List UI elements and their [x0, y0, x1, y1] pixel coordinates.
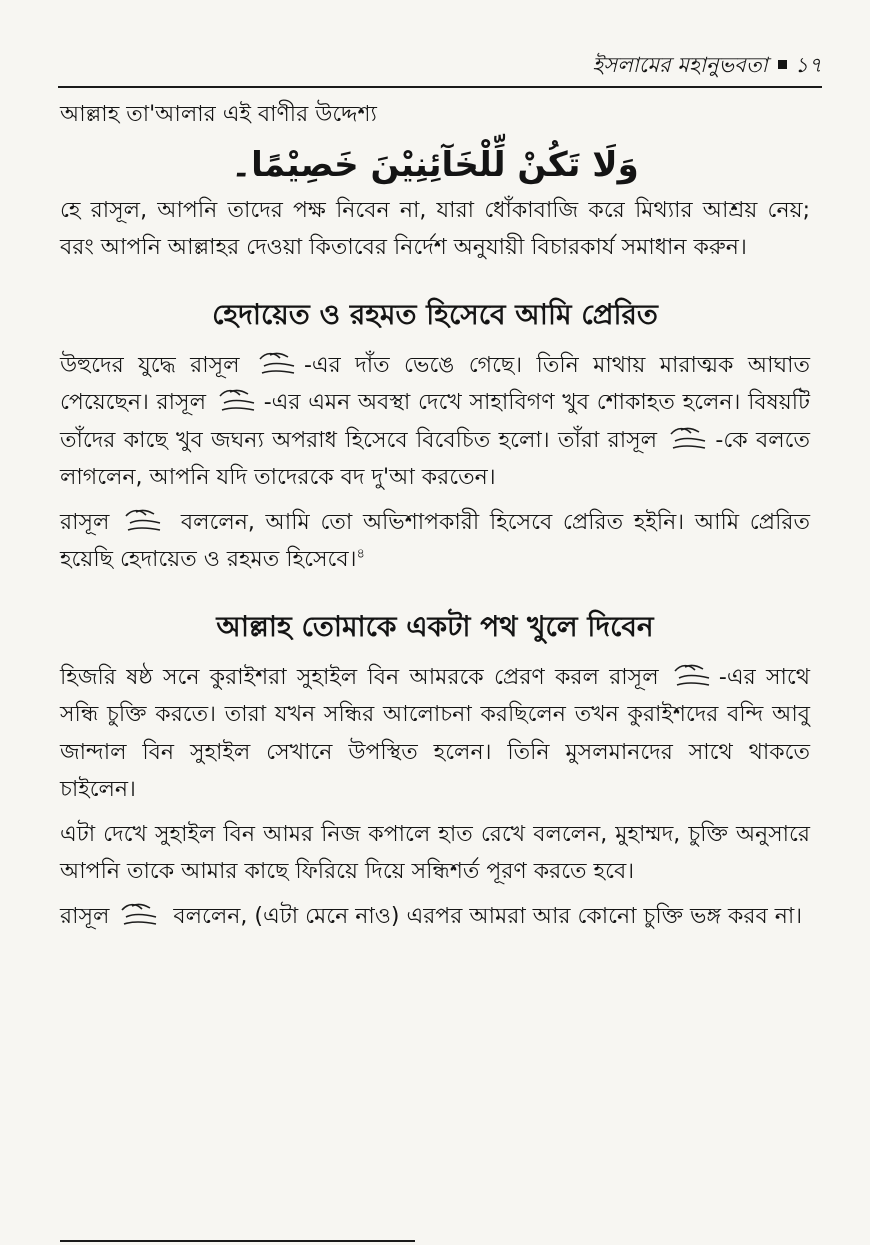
- salawat-calligraphy-icon: [671, 662, 717, 690]
- salawat-calligraphy-icon: [216, 387, 262, 415]
- salawat-calligraphy-icon: [256, 350, 302, 378]
- square-bullet-icon: [778, 60, 787, 69]
- running-header: [60, 50, 822, 80]
- section-heading-1: হেদায়েত ও রহমত হিসেবে আমি প্রেরিত: [212, 297, 658, 331]
- page-body: [60, 96, 810, 935]
- header-rule: [58, 86, 822, 88]
- text-run: -এর সাথে সন্ধি চুক্তি করতে। তারা যখন সন্ধির আলোচনা করছিলেন তখন কুরাইশদের বন্দি আবু জান্দাল বিন সুহাইল সেখানে উপস্থিত হলেন। তিনি মুসলমানদের সাথে থাকতে চাইলেন।: [60, 664, 810, 802]
- page-number: ১৭: [794, 53, 822, 77]
- footnote-rule: [60, 1240, 415, 1242]
- quran-verse: وَلَا تَكُنْ لِّلْخَآئِنِيْنَ خَصِيْمًا۔: [231, 144, 639, 185]
- paragraph-1: হে রাসূল, আপনি তাদের পক্ষ নিবেন না, যারা ধোঁকাবাজি করে মিথ্যার আশ্রয় নেয়; বরং আপনি আল্লাহর দেওয়া কিতাবের নির্দেশ অনুযায়ী বিচারকার্য সমাধান করুন।: [60, 197, 810, 260]
- text-run: বললেন, (এটা মেনে নাও) এরপর আমরা আর কোনো চুক্তি ভঙ্গ করব না।: [173, 903, 803, 929]
- book-title: ইসলামের মহানুভবতা: [592, 53, 768, 77]
- paragraph-3: [60, 504, 810, 579]
- footnote-reference: ৪: [356, 546, 365, 562]
- text-run: রাসূল: [60, 509, 110, 535]
- salawat-calligraphy-icon: [667, 425, 713, 453]
- text-run: উহুদের যুদ্ধে রাসূল: [60, 352, 240, 378]
- text-run: রাসূল: [60, 903, 110, 929]
- intro-line: আল্লাহ তা'আলার এই বাণীর উদ্দেশ্য: [60, 102, 377, 127]
- text-run: -এর দাঁত ভেঙে গেছে। তিনি মাথায় মারাত্মক আঘাত পেয়েছেন। রাসূল: [60, 352, 810, 415]
- paragraph-2: [60, 347, 810, 497]
- paragraph-6: [60, 898, 810, 936]
- salawat-calligraphy-icon: [118, 901, 164, 929]
- text-run: -কে বলতে লাগলেন, আপনি যদি তাদেরকে বদ দু'আ করতেন।: [60, 427, 811, 490]
- paragraph-4: [60, 659, 810, 809]
- section-heading-2: আল্লাহ তোমাকে একটা পথ খুলে দিবেন: [216, 609, 654, 643]
- text-run: -এর এমন অবস্থা দেখে সাহাবিগণ খুব শোকাহত হলেন। বিষয়টি তাঁদের কাছে খুব জঘন্য অপরাধ হিসেবে বিবেচিত হলো। তাঁরা রাসূল: [60, 390, 811, 453]
- paragraph-5: এটা দেখে সুহাইল বিন আমর নিজ কপালে হাত রেখে বললেন, মুহাম্মদ, চুক্তি অনুসারে আপনি তাকে আমার কাছে ফিরিয়ে দিয়ে সন্ধিশর্ত পূরণ করতে হবে।: [60, 821, 810, 884]
- text-run: বললেন, আমি তো অভিশাপকারী হিসেবে প্রেরিত হইনি। আমি প্রেরিত হয়েছি হেদায়েত ও রহমত হিসেবে।: [60, 509, 811, 572]
- salawat-calligraphy-icon: [122, 507, 168, 535]
- text-run: হিজরি ষষ্ঠ সনে কুরাইশরা সুহাইল বিন আমরকে প্রেরণ করল রাসূল: [60, 664, 659, 690]
